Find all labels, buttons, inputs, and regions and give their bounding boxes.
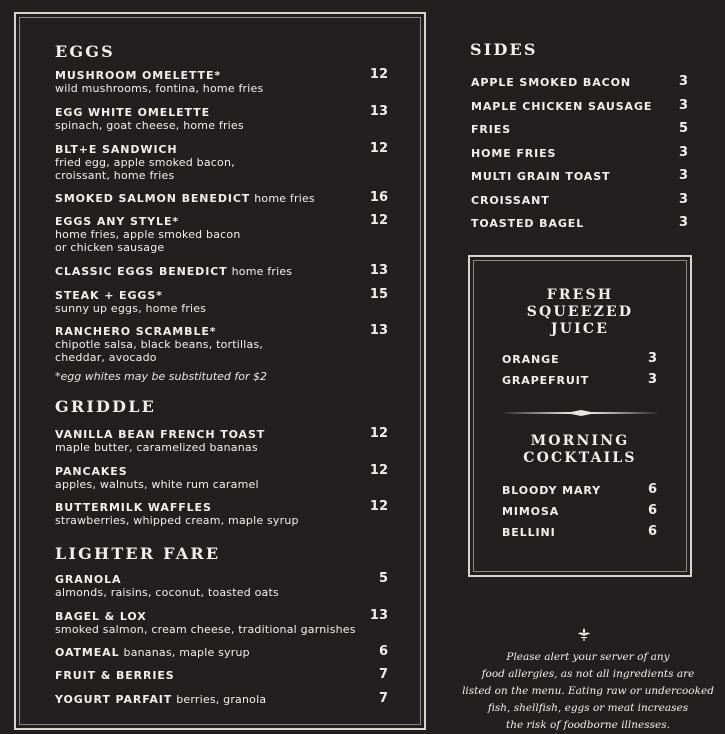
eggs-item	[55, 106, 375, 132]
item-name: STEAK + EGGS*	[55, 289, 163, 302]
sides-item-price: 3	[678, 74, 688, 89]
item-price: 16	[369, 190, 388, 205]
sides-item-price: 3	[678, 168, 688, 183]
item-price: 13	[369, 104, 388, 119]
item-name: RANCHERO SCRAMBLE*	[55, 325, 217, 338]
sides-item-name: MULTI GRAIN TOAST	[471, 170, 611, 183]
item-price: 7	[378, 667, 388, 682]
eggs-item	[55, 265, 375, 278]
item-name: OATMEAL	[55, 646, 120, 659]
item-name: GRANOLA	[55, 573, 122, 586]
juice-heading	[468, 287, 692, 338]
item-description: spinach, goat cheese, home fries	[55, 119, 244, 132]
disclaimer-line: fish, shellfish, eggs or meat increases	[487, 702, 689, 714]
egg-whites-note: *egg whites may be substituted for $2	[55, 370, 268, 383]
item-price: 12	[369, 426, 388, 441]
griddle-item	[55, 428, 375, 454]
item-price: 5	[378, 571, 388, 586]
item-description: sunny up eggs, home fries	[55, 302, 207, 315]
cocktail-item-name: BELLINI	[502, 526, 556, 539]
item-description: maple butter, caramelized bananas	[55, 441, 258, 454]
item-price: 12	[369, 67, 388, 82]
item-description: apples, walnuts, white rum caramel	[55, 478, 259, 491]
cocktails-heading-line-2: COCKTAILS	[523, 450, 637, 466]
sides-item-name: CROISSANT	[471, 193, 550, 207]
juice-heading-line-3: JUICE	[550, 321, 610, 337]
item-description: home fries, apple smoked bacon	[55, 228, 241, 241]
griddle-item	[55, 501, 375, 527]
sides-item-price: 3	[678, 215, 688, 230]
item-name: MUSHROOM OMELETTE*	[55, 69, 222, 82]
eggs-item	[55, 69, 375, 95]
griddle-heading: GRIDDLE	[55, 397, 157, 416]
allergy-disclaimer	[458, 649, 718, 734]
item-name: BUTTERMILK WAFFLES	[55, 501, 212, 514]
disclaimer-line: the risk of foodborne illnesses.	[506, 719, 670, 731]
lighter-fare-item	[55, 646, 375, 659]
ornamental-divider	[501, 410, 661, 416]
disclaimer-line: Please alert your server of any	[506, 651, 670, 663]
item-name: EGG WHITE OMELETTE	[55, 106, 210, 119]
disclaimer-line: listed on the menu. Eating raw or undercooked	[462, 685, 714, 697]
item-price: 13	[369, 608, 388, 623]
item-name: CLASSIC EGGS BENEDICT	[55, 265, 228, 278]
cocktails-heading	[468, 433, 692, 467]
eggs-item	[55, 289, 375, 315]
cocktails-heading-line-1: MORNING	[530, 433, 630, 449]
juice-item-price: 3	[647, 351, 657, 366]
item-description: chipotle salsa, black beans, tortillas,	[55, 338, 264, 351]
sides-heading: SIDES	[470, 40, 538, 59]
item-description: cheddar, avocado	[55, 351, 157, 364]
item-name: BAGEL & LOX	[55, 610, 147, 623]
item-price: 13	[369, 323, 388, 338]
lighter-fare-item	[55, 573, 375, 599]
sides-item-price: 5	[678, 121, 688, 136]
eggs-item	[55, 192, 375, 205]
item-extra: berries, granola	[176, 693, 267, 706]
item-name: YOGURT PARFAIT	[55, 693, 173, 706]
item-price: 7	[378, 691, 388, 706]
sides-item-name: HOME FRIES	[471, 146, 557, 160]
item-extra: bananas, maple syrup	[123, 646, 250, 659]
disclaimer-line: food allergies, as not all ingredients are	[481, 668, 695, 680]
item-description: wild mushrooms, fontina, home fries	[55, 82, 264, 95]
item-price: 13	[369, 263, 388, 278]
eggs-item	[55, 143, 375, 182]
item-price: 6	[378, 644, 388, 659]
cocktail-item-name: MIMOSA	[502, 505, 560, 518]
cocktail-item-price: 6	[647, 524, 657, 539]
item-description: croissant, home fries	[55, 169, 175, 182]
cocktail-item-price: 6	[647, 503, 657, 518]
eggs-item	[55, 215, 375, 254]
lighter-fare-item	[55, 693, 375, 706]
item-extra: home fries	[231, 265, 293, 278]
cocktail-item-price: 6	[647, 482, 657, 497]
juice-item-name: ORANGE	[502, 353, 560, 366]
item-description: or chicken sausage	[55, 241, 165, 254]
sides-item-name: MAPLE CHICKEN SAUSAGE	[471, 99, 653, 113]
item-name: PANCAKES	[55, 465, 128, 478]
item-description: almonds, raisins, coconut, toasted oats	[55, 586, 279, 599]
cocktail-item-name: BLOODY MARY	[502, 484, 602, 497]
sides-item-price: 3	[678, 191, 688, 207]
lighter-fare-item	[55, 610, 375, 636]
item-price: 12	[369, 463, 388, 478]
item-name: BLT+E SANDWICH	[55, 143, 178, 156]
item-price: 12	[369, 499, 388, 514]
juice-item-name: GRAPEFRUIT	[502, 374, 590, 387]
juice-heading-line-2: SQUEEZED	[526, 304, 634, 320]
item-description: smoked salmon, cream cheese, traditional garnishes	[55, 623, 356, 636]
juice-heading-line-1: FRESH	[546, 287, 614, 303]
item-extra: home fries	[254, 192, 315, 205]
lighter-fare-item	[55, 669, 375, 682]
item-description: fried egg, apple smoked bacon,	[55, 156, 235, 169]
sides-item-price: 3	[678, 144, 688, 160]
item-price: 15	[369, 287, 388, 302]
eggs-item	[55, 325, 375, 364]
item-price: 12	[369, 141, 388, 156]
item-name: VANILLA BEAN FRENCH TOAST	[55, 428, 266, 441]
item-name: SMOKED SALMON BENEDICT	[55, 192, 251, 205]
item-price: 12	[369, 213, 388, 228]
sides-item-name: FRIES	[471, 123, 512, 136]
sides-item-name: TOASTED BAGEL	[471, 217, 585, 230]
item-name: EGGS ANY STYLE*	[55, 215, 180, 228]
sides-item-name: APPLE SMOKED BACON	[471, 76, 631, 89]
sides-item-price: 3	[678, 97, 688, 113]
eggs-heading: EGGS	[55, 42, 115, 61]
juice-item-price: 3	[647, 372, 657, 387]
fleur-de-lis-icon	[576, 627, 592, 643]
griddle-item	[55, 465, 375, 491]
item-name: FRUIT & BERRIES	[55, 669, 175, 682]
item-description: strawberries, whipped cream, maple syrup	[55, 514, 299, 527]
lighter-fare-heading: LIGHTER FARE	[55, 544, 221, 563]
